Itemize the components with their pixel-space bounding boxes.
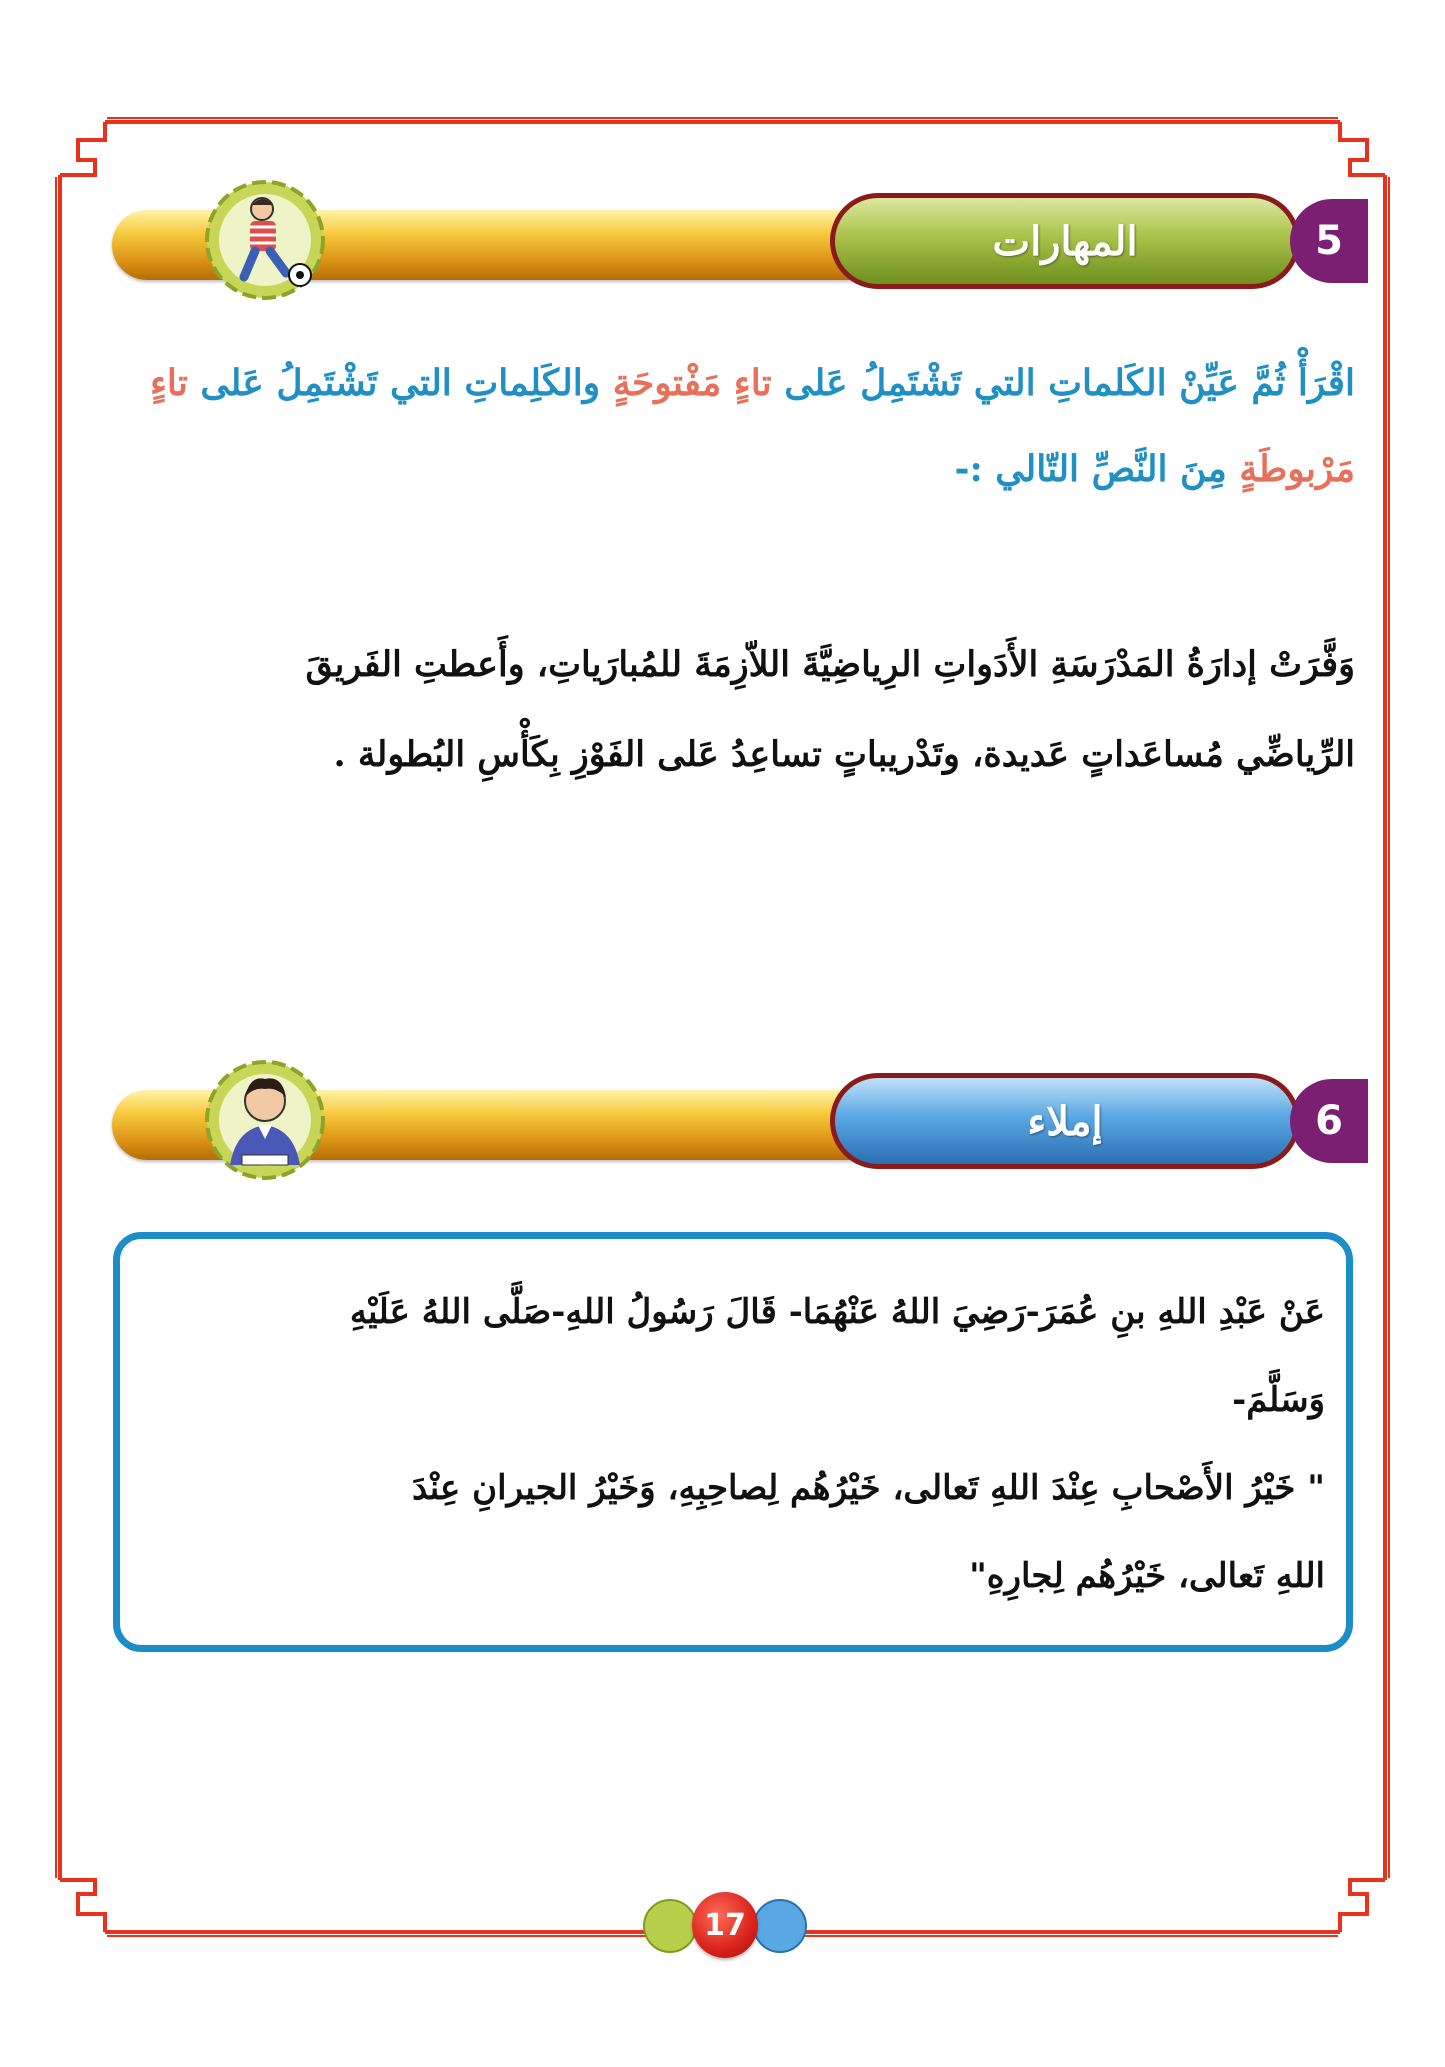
section5-number-tab (1290, 199, 1368, 283)
hadith-line1: عَنْ عَبْدِ اللهِ بنِ عُمَرَ-رَضِيَ اللهُ عَنْهُمَا- قَالَ رَسُولُ اللهِ-صَلَّى اللهُ عَلَيْهِ (349, 1292, 1325, 1332)
section6-number: 6 (1315, 1098, 1343, 1144)
section5-number: 5 (1315, 218, 1343, 264)
instruction-part1: اقْرَأْ ثُمَّ عَيِّنْ الكَلماتِ التي تَشْتَمِلُ عَلى (784, 362, 1355, 404)
section6-number-tab (1290, 1079, 1368, 1163)
section5-title: المهارات (992, 217, 1138, 265)
section5-title-pill (830, 193, 1300, 289)
paragraph-line2: الرِّياضِّي مُساعَداتٍ عَديدة، وتَدْريباتٍ تساعِدُ عَلى الفَوْزِ بِكَأْسِ البُطولة . (333, 734, 1355, 775)
hadith-line4: اللهِ تَعالى، خَيْرُهُم لِجارِهِ" (969, 1556, 1325, 1596)
paragraph-line1: وَفَّرَتْ إدارَةُ المَدْرَسَةِ الأَدَواتِ الرِياضِيَّةَ اللاّزِمَةَ للمُبارَياتِ، وأَعطتِ الفَريقَ (305, 644, 1355, 685)
section5-paragraph (80, 620, 1355, 800)
instruction-part2: والكَلِماتِ التي تَشْتَمِلُ عَلى (200, 362, 601, 404)
section5-instruction (80, 340, 1355, 512)
instruction-highlight1: تاءٍ مَفْتوحَةٍ (612, 362, 772, 404)
hadith-line2: وَسَلَّمَ- (1232, 1380, 1325, 1420)
boy-playing-football-icon (200, 175, 330, 305)
section6-title: إملاء (1027, 1097, 1103, 1145)
boy-writing-icon (200, 1055, 330, 1185)
hadith-line3: " خَيْرُ الأَصْحابِ عِنْدَ اللهِ تَعالى، خَيْرُهُم لِصاحِبِهِ، وَخَيْرُ الجيرانِ عِنْدَ (411, 1468, 1325, 1508)
section6-title-pill (830, 1073, 1300, 1169)
instruction-part3: مِنَ النَّصِّ التّالي :- (954, 448, 1227, 490)
page-number: 17 (692, 1892, 758, 1958)
instruction-highlight2: تاءٍ مَرْبوطَةٍ (149, 362, 1355, 490)
dictation-text (130, 1268, 1325, 1620)
